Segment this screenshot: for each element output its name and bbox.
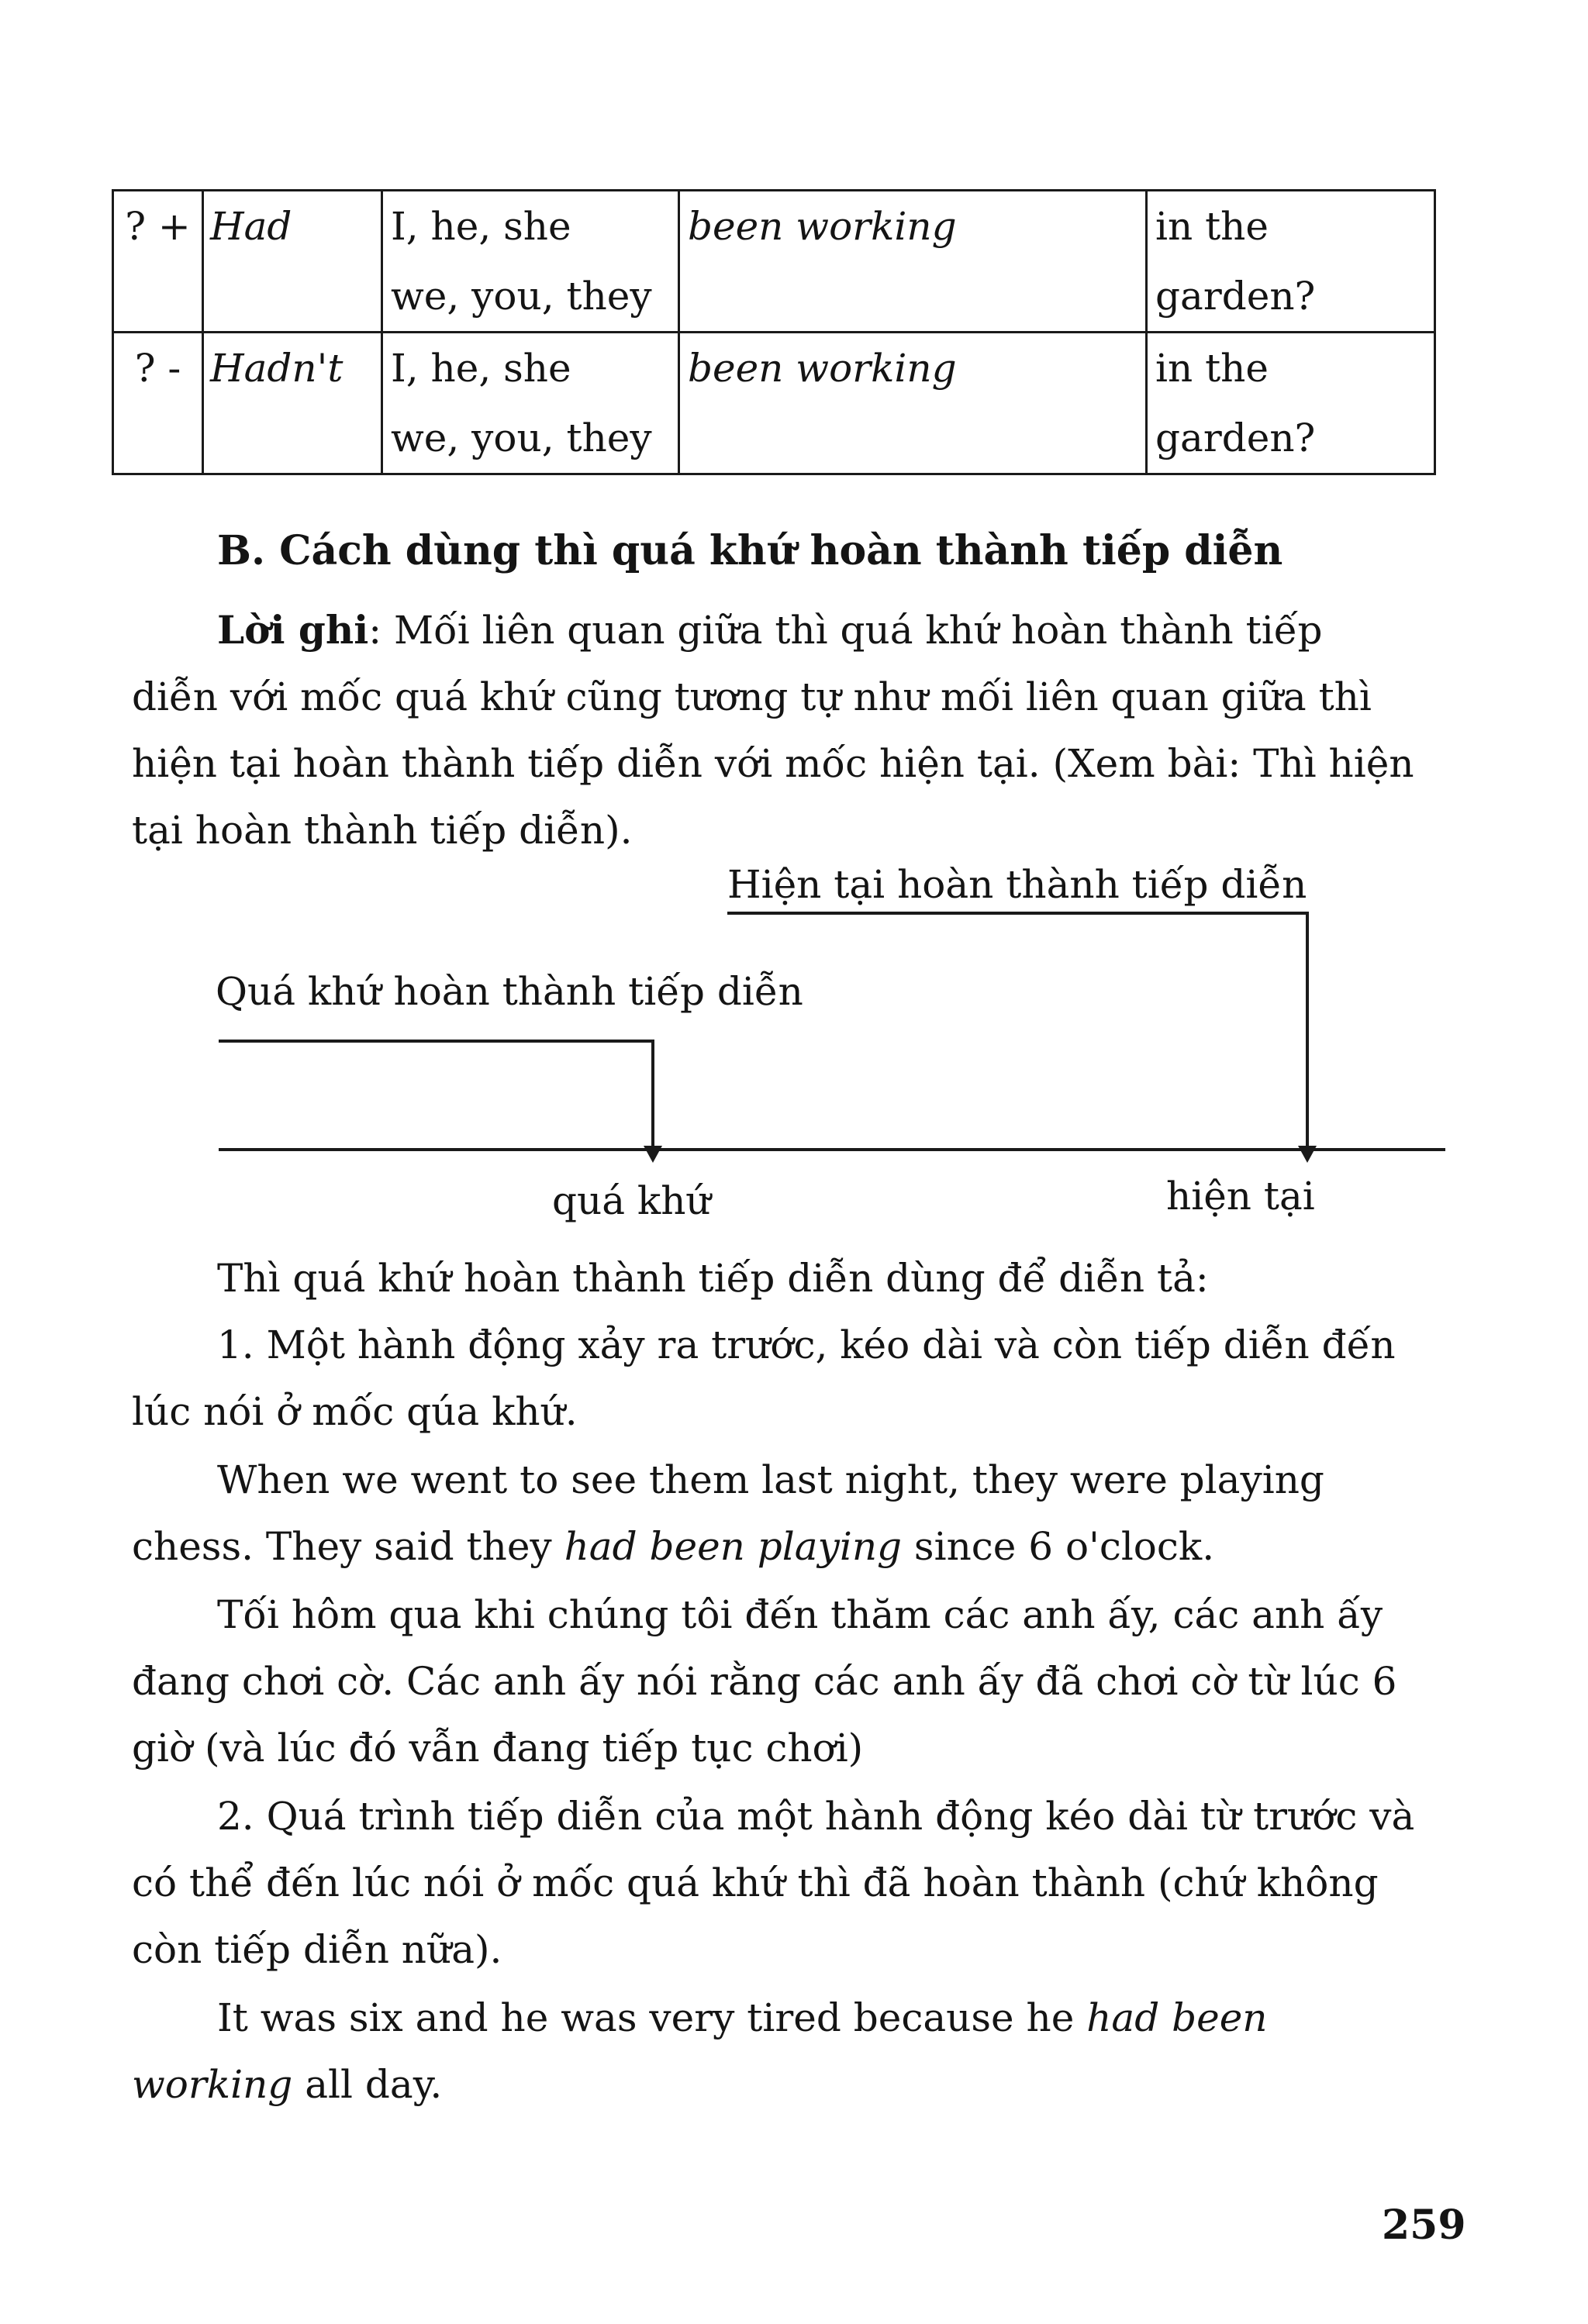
item-line: lúc nói ở mốc qúa khứ. (132, 1389, 578, 1434)
subjects-cell (382, 333, 679, 474)
table-row (113, 191, 1435, 333)
past-point-label: quá khứ (552, 1178, 711, 1223)
example-line: It was six and he was very tired because he had been (217, 1995, 1268, 2040)
timeline-lines (0, 853, 1588, 1225)
complement-cell: in the garden? (1147, 191, 1435, 333)
example-line: working all day. (132, 2062, 443, 2107)
translation-line: giờ (và lúc đó vẫn đang tiếp tục chơi) (132, 1726, 864, 1771)
note-paragraph (132, 597, 1434, 864)
usage-item-1 (132, 1312, 1442, 1445)
auxiliary-cell: Had (203, 191, 382, 333)
usage-item-2 (132, 1783, 1450, 1983)
subjects-line: we, you, they (391, 415, 652, 460)
verb-cell: been working (679, 333, 1147, 474)
conjugation-table (112, 189, 1436, 475)
item-line: 2. Quá trình tiếp diễn của một hành động kéo dài từ trước và (217, 1794, 1415, 1839)
note-label: Lời ghi (217, 607, 369, 653)
subjects-line: I, he, she (391, 346, 571, 391)
example-line: When we went to see them last night, they were playing (217, 1457, 1324, 1502)
complement-cell: in the garden? (1147, 333, 1435, 474)
example-1 (132, 1446, 1450, 1580)
translation-line: đang chơi cờ. Các anh ấy nói rằng các anh ấy đã chơi cờ từ lúc 6 (132, 1659, 1397, 1704)
item-line: còn tiếp diễn nữa). (132, 1927, 502, 1972)
subjects-cell (382, 191, 679, 333)
note-line: hiện tại hoàn thành tiếp diễn với mốc hiện tại. (Xem bài: Thì hiện (132, 741, 1414, 786)
subjects-line: we, you, they (391, 274, 652, 319)
translation-1 (132, 1581, 1450, 1781)
item-line: có thể đến lúc nói ở mốc quá khứ thì đã hoàn thành (chứ không (132, 1860, 1379, 1905)
sign-cell: ? + (113, 191, 203, 333)
item-line: 1. Một hành động xảy ra trước, kéo dài và còn tiếp diễn đến (217, 1322, 1396, 1367)
note-line: tại hoàn thành tiếp diễn). (132, 808, 633, 853)
example-2 (132, 1984, 1450, 2118)
timeline-diagram (0, 853, 1588, 1225)
sign-cell: ? - (113, 333, 203, 474)
table-row (113, 333, 1435, 474)
page-number: 259 (1382, 2202, 1466, 2249)
usage-intro: Thì quá khứ hoàn thành tiếp diễn dùng để diễn tả: (217, 1256, 1209, 1301)
translation-line: Tối hôm qua khi chúng tôi đến thăm các anh ấy, các anh ấy (217, 1592, 1383, 1637)
past-perfect-continuous-label: Quá khứ hoàn thành tiếp diễn (216, 969, 803, 1014)
example-line: chess. They said they had been playing since 6 o'clock. (132, 1524, 1215, 1569)
present-perfect-continuous-label: Hiện tại hoàn thành tiếp diễn (727, 862, 1307, 907)
verb-cell: been working (679, 191, 1147, 333)
auxiliary-cell: Hadn't (203, 333, 382, 474)
note-line: diễn với mốc quá khứ cũng tương tự như mối liên quan giữa thì (132, 674, 1372, 719)
present-point-label: hiện tại (1166, 1174, 1315, 1219)
subjects-line: I, he, she (391, 204, 571, 249)
section-heading: B. Cách dùng thì quá khứ hoàn thành tiếp diễn (217, 527, 1283, 574)
note-line: Lời ghi: Mối liên quan giữa thì quá khứ hoàn thành tiếp (217, 607, 1323, 653)
